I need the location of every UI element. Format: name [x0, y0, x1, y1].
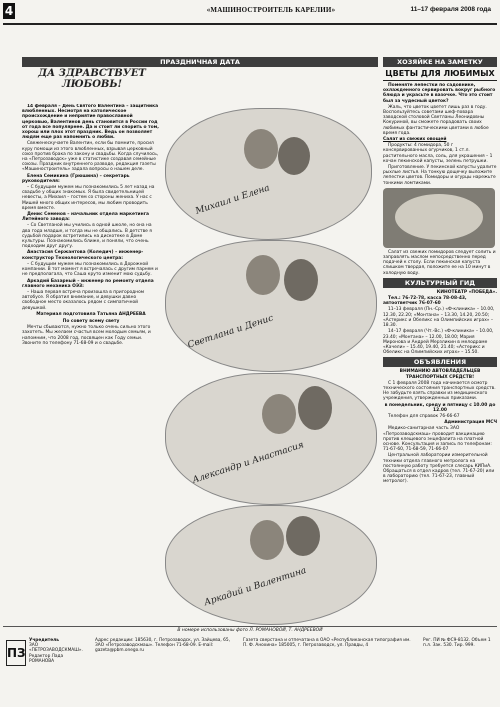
portrait-face: [246, 255, 280, 295]
couple-photo: [165, 240, 377, 372]
printer-info: Газета сверстана и отпечатана в ОАО «Республиканская типография им. П. Ф. Анохина» 185005, г. Петрозаводск, ул. Правды, 4: [243, 638, 411, 649]
advice-text: Мечты сбываются, нужно только очень сильно этого захотеть. Мы желаем счастья всем молодым семьям, и напомним, что 2008 год, посвящен как Году семьи. Звоните по телефону 71-68-09 и о свадьбе.: [22, 325, 151, 346]
notice-text: С 1 февраля 2008 года начинается осмотр технического состояния транспортных средств. Не забудьте взять справки из медицинского учреждения, утвержденных приказами.: [383, 380, 496, 402]
household-article: [383, 83, 497, 276]
section-culture: КУЛЬТУРНЫЙ ГИД: [383, 278, 497, 288]
household-paragraph: Приготовление. У пекинской капусты удалите рыхлые листья. На тонкую дощечку выложите лепестки цветов. Помидоры и огурцы нарежьте тонкими ломтиками.: [383, 165, 497, 186]
cinema-phones: Тел.: 76-72-78, касса 78-08-43, автоответчик 76-07-60: [383, 296, 467, 307]
footer-divider: [3, 626, 497, 627]
publisher-logo: ПЗ: [6, 640, 26, 666]
section-ads: ОБЪЯВЛЕНИЯ: [383, 357, 497, 367]
cinema-schedule: 14–17 февраля (Чт.-Вс.) «Ф-клиника» – 10.00, 23.40; «Монтана» – 12.00, 18.00; Мария Миронова и Андрей Мерзликин в мелодраме «Качели» – 15.40, 19.40, 21.40; «Астерикс и Обеликс на Олимпийских играх» – 15.50.: [383, 329, 494, 356]
registration-info: Рег. ПИ № ФС9-8132. Объем 1 п.л. Зак. 530. Тир. 999.: [423, 638, 491, 649]
page-footer: [3, 638, 497, 688]
portrait-face: [262, 394, 296, 434]
editorial-address: Адрес редакции: 185630, г. Петрозаводск, ул. Зайцева, 65, ЗАО «Петрозаводскмаш». Телефон 71-68-09. E-mail: gazeta@pbm.onego.ru: [95, 638, 231, 654]
portrait-face: [250, 520, 284, 560]
portrait-face: [286, 516, 320, 556]
interview-answer: – С будущим мужем мы познакомились в Дорожной компании. В тот момент я встречалась с другим парнем и не предполагала, что Саша круто изменит мою судьбу.: [22, 261, 158, 278]
advice-heading: По совету всему свету: [62, 318, 120, 324]
article-lead: 14 февраля – День Святого Валентина – защитника влюбленных. Несмотря на католическое происхождение и неприятие православной церковью, Валентинов день становится в России год от года все популярнее. Да и стоит ли спорить о том, хорош или плох этот праздник. Ведь он позволяет людям еще раз напомнить о любви.: [22, 104, 159, 141]
recipe-ingredients: Продукты: 4 помидора, 50 г консервированных огурчиков, 1 ст.л. растительного масла, соль, для украшения – 1 кочан пекинской капусты, зелень петрушки.: [383, 143, 493, 164]
paper-name: «МАШИНОСТРОИТЕЛЬ КАРЕЛИИ»: [206, 6, 336, 14]
portrait-face: [284, 259, 318, 301]
ad-paragraph: Медико-санитарная часть ЗАО «Петрозаводскмаш» проводит вакцинацию против клещевого энцефалита на платной основе. Консультация и запись по телефонам: 71-67-60, 71-68-59, 71-66-07: [383, 426, 492, 453]
dish-photo: [383, 188, 495, 248]
photo-credit: В номере использованы фото Л. РОМАНОВОЙ, Т. АНДРЕЕВОЙ: [177, 628, 323, 633]
cinema-name: КИНОТЕАТР «ПОБЕДА».: [436, 289, 497, 295]
portrait-face: [244, 129, 278, 169]
portrait-face: [278, 137, 310, 175]
ads-block: [383, 369, 497, 484]
interviewee-name: Анастасия Сержантова (Коледич) – инженер-конструктор Технологического центра:: [22, 250, 144, 261]
section-holiday: ПРАЗДНИЧНАЯ ДАТА: [22, 57, 378, 67]
interview-answer: – С будущим мужем мы познакомились 5 лет назад на свадьбе у общих знакомых. Я была свидетельницей невесты, а Михаил – гостем со стороны жениха. У нас с Мишей много общих интересов, мы любим проводить время вместе.: [22, 185, 155, 211]
page-number: 4: [4, 4, 14, 18]
household-paragraph: Жаль, что цветок цветет лишь раз в году. Воспользуйтесь советами шеф-повара заводской столовой Светланы Леонидовны Кокуриной, вы сможете порадовать своих любимых фантастическими цветами в любое время года.: [383, 104, 489, 136]
household-lead: Поменяте лепестки по садовнике, охлажденного сервировать вокруг рыбного блюда и украсьте в вазочке. Что это стоит был за чудесный цветок?: [383, 83, 496, 104]
founder-block: [29, 638, 89, 664]
notice-contact: Телефон для справок 76-66-67: [388, 413, 460, 419]
article-credit: Материал подготовила Татьяна АНДРЕЕВА: [36, 311, 146, 317]
article-paragraph: Свеженескучаете Валентин, если бы помните, просил куру помощи из этого влюбленных, взрывая церковный союз против брака по закону и свадьбы. Когда случилось, на «Петрозаводск» уже в статистике создавая семейные союзы. Праздник внутреннего разводе, редакция газеты «Машиностроитель» задала вопросы о нашем деле.: [22, 141, 159, 173]
interview-answer: – Со Светланой мы учились в одной школе, но она на два года младше, и тогда мы не общались. В детстве я судьбой подарок встретились на дискотеке в Доме культуры. Познакомились ближе, и поняли, что очень подходим друг другу.: [22, 223, 152, 250]
article-title: ДА ЗДРАВСТВУЕТ ЛЮБОВЬ!: [38, 68, 146, 90]
cinema-schedule: 11–13 февраля (Пн.-Ср.) «Ф-клиника» – 10.00, 12.30, 22.20; «Монтана» – 13.30, 14.20, 20.50; «Астерикс и Обеликс на Олимпийских играх» – 18.30.: [383, 307, 495, 329]
page-header: [3, 3, 497, 25]
household-paragraph: Салат из свежих помидоров следует солить и заправлять маслом непосредственно перед подачей к столу. Если пекинская капуста слишком твердая, положите ее на 10 минут в холодную воду.: [383, 249, 496, 276]
couple-photo: [165, 373, 377, 505]
photo-caption: Аркадий и Валентина: [203, 565, 308, 609]
recipe-title: Салат из свежих овощей: [383, 137, 447, 143]
culture-guide: [383, 290, 497, 355]
household-title: ЦВЕТЫ ДЛЯ ЛЮБИМЫХ: [383, 69, 497, 81]
couple-photo: [165, 505, 377, 625]
founder-text: ЗАО «ПЕТРОЗАВОДСКМАШ». Редактор Лада РОМАНОВА: [29, 643, 83, 664]
founder-label: Учредитель: [29, 638, 60, 643]
interview-answer: – Наша первая встреча произошла в пригородном автобусе. Я обратил внимание, и девушки давно свободное место оказалось рядом с симпатичной девушкой.: [22, 289, 145, 311]
interviewee-name: Денис Семенов – начальник отдела маркетинга Литейного завода:: [22, 212, 149, 223]
interviewee-name: Елена Семикина (Грюшина) – секретарь руководителя:: [22, 173, 130, 184]
portrait-face: [298, 386, 332, 430]
section-household: ХОЗЯЙКЕ НА ЗАМЕТКУ: [383, 57, 497, 67]
holiday-article: [22, 104, 160, 624]
plate: [395, 194, 483, 240]
photo-caption: Александр и Анастасия: [191, 440, 306, 486]
notice-heading: ВНИМАНИЮ АВТОВЛАДЕЛЬЦЕВ ТРАНСПОРТНЫХ СРЕДСТВ!: [399, 369, 481, 380]
notice-schedule: в понедельник, среду и пятницу с 10.00 до 12.00: [384, 402, 496, 413]
ad-paragraph: Центральной лаборатории измерительной техники отдела главного метролога на постоянную работу требуется слесарь КИПиА. Обращаться в отдел кадров (тел. 71-67-20) или в лабораторию (тел. 71-67-23, главный метролог).: [383, 453, 495, 485]
photo-caption: Михаил и Елена: [194, 183, 272, 217]
couple-photo: [165, 108, 372, 240]
issue-date: 11–17 февраля 2008 года: [410, 6, 491, 13]
photo-caption: Светлана и Денис: [186, 313, 275, 351]
interviewee-name: Аркадий Базарный – инженер по ремонту отдела главного механика ОЭЗ:: [22, 278, 154, 289]
notice-org: Администрация МСЧ: [444, 420, 497, 426]
right-column: [383, 57, 497, 486]
